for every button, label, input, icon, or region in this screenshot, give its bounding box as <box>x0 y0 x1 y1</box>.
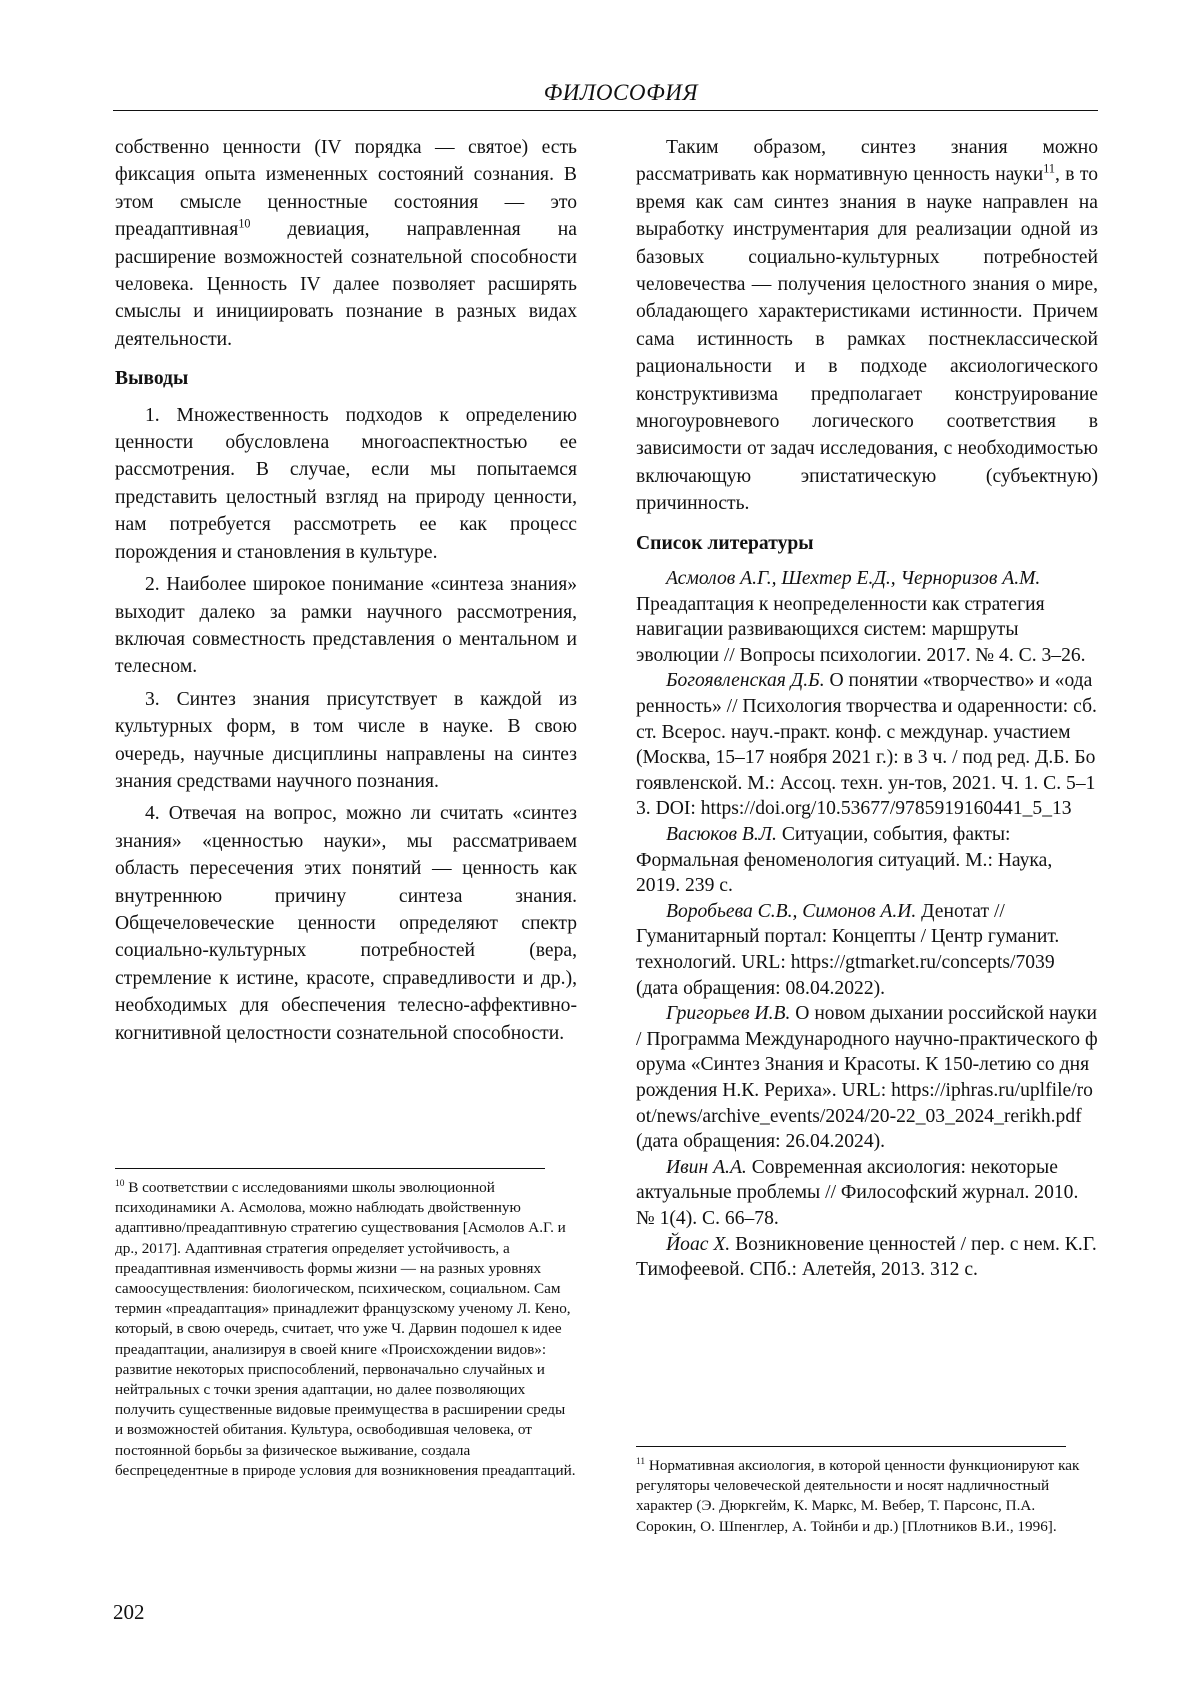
footnote-ref-11[interactable]: 11 <box>1043 161 1055 176</box>
page-number: 202 <box>113 1600 145 1624</box>
reference-item <box>636 899 1098 1001</box>
left-column <box>115 134 577 1052</box>
conclusion-item: 2. Наиболее широкое понимание «синтеза знания» выходит далеко за рамки научного рассмотрения, включая совместность представления о ментальном и телесном. <box>115 574 577 678</box>
reference-item <box>636 822 1098 899</box>
footnote-11-text <box>636 1456 1098 1537</box>
conclusion-item: 3. Синтез знания присутствует в каждой из культурных форм, в том числе в науке. В свою очередь, научные дисциплины направлены на синтез знания средствами научного познания. <box>115 688 577 792</box>
reference-text: Современная аксиология: некоторые актуальные проблемы // Философский журнал. 2010. № 1(4). С. 66–78. <box>636 1156 1079 1229</box>
left-intro-paragraph <box>115 134 577 353</box>
reference-authors: Асмолов А.Г., Шехтер Е.Д., Черноризов А.М. <box>666 568 1041 590</box>
reference-authors: Воробьева С.В., Симонов А.И. <box>666 900 917 922</box>
reference-authors: Йоас Х. <box>666 1233 731 1255</box>
reference-text: Ситуации, события, факты: Формальная феноменология ситуаций. М.: Наука, 2019. 239 с. <box>636 824 1053 897</box>
right-column <box>636 134 1098 1283</box>
reference-item <box>636 566 1098 668</box>
footnote-10-text <box>115 1178 577 1481</box>
reference-item <box>636 1155 1098 1232</box>
left-intro-text-cont: девиация, направленная на расширение возможностей сознательной способности человека. Ценность IV далее позволяет расширять смыслы и инициировать познание в разных видах деятельности. <box>115 219 577 350</box>
reference-authors: Ивин А.А. <box>666 1156 747 1178</box>
right-intro-text: Таким образом, синтез знания можно рассматривать как нормативную ценность науки <box>636 137 1098 186</box>
running-head <box>113 80 1098 106</box>
footnote-10-number: 10 <box>115 1178 125 1189</box>
reference-text: Денотат // Гуманитарный портал: Концепты / Центр гуманит. технологий. URL: https://gtmarket.ru/concepts/7039 (дата обращения: 08.04.2022). <box>636 900 1060 999</box>
right-intro-text-cont: , в то время как сам синтез знания в науке направлен на выработку инструментария для реализации одной из базовых социально-культурных потребностей человечества — получения целостного знания о мире, обладающего характеристиками истинности. Причем сама истинность в рамках постнеклассической рациональности и в подходе аксиологического конструктивизма предполагает конструирование многоуровневого логического соответствия в зависимости от задач исследования, с необходимостью включающую эпистатическую (субъектную) причинность. <box>636 164 1098 515</box>
footnote-11 <box>636 1456 1098 1537</box>
references-heading: Список литературы <box>636 532 814 554</box>
reference-text: Преадаптация к неопределенности как стратегия навигации развивающихся систем: маршруты эволюции // Вопросы психологии. 2017. № 4. С. 3–26. <box>636 593 1086 666</box>
reference-item <box>636 668 1098 822</box>
footnote-rule-right <box>636 1446 1066 1447</box>
reference-text: Возникновение ценностей / пер. с нем. К.Г. Тимофеевой. СПб.: Алетейя, 2013. 312 с. <box>636 1233 1097 1281</box>
footnote-11-number: 11 <box>636 1456 646 1467</box>
header-rule <box>113 110 1098 111</box>
conclusion-item: 4. Отвечая на вопрос, можно ли считать «синтез знания» «ценностью науки», мы рассматриваем область пересечения этих понятий — ценность как внутреннюю причину синтеза знания. Общечеловеческие ценности определяют спектр социально-культурных потребностей (вера, стремление к истине, красоте, справедливости и др.), необходимых для обеспечения телесно-аффективно-когнитивной целостности сознательной способности. <box>115 803 577 1044</box>
reference-authors: Богоявленская Д.Б. <box>666 670 825 692</box>
section-title: ФИЛОСОФИЯ <box>543 80 698 105</box>
reference-authors: Васюков В.Л. <box>666 824 777 846</box>
reference-authors: Григорьев И.В. <box>666 1003 791 1025</box>
reference-item <box>636 1001 1098 1155</box>
footnote-10 <box>115 1178 577 1481</box>
footnote-10-body: В соответствии с исследованиями школы эволюционной психодинамики А. Асмолова, можно наблюдать двойственную адаптивно/преадаптивную стратегию существования [Асмолов А.Г. и др., 2017]. Адаптивная стратегия определяет устойчивость, а преадаптивная изменчивость формы жизни — на разных уровнях самоосуществления: биологическом, психическом, социальном. Сам термин «преадаптация» принадлежит французскому ученому Л. Кено, который, в свою очередь, считает, что уже Ч. Дарвин подошел к идее преадаптации, анализируя в своей книге «Происхождении видов»: развитие некоторых приспособлений, первоначально случайных и нейтральных с точки зрения адаптации, но далее позволяющих получить существенные видовые преимущества в расширении среды и возможностей обитания. Культура, освободившая человека, от постоянной борьбы за физическое выживание, создала беспрецедентные в природе условия для возникновения преадаптаций. <box>115 1179 576 1479</box>
footnote-11-body: Нормативная аксиология, в которой ценности функционируют как регуляторы человеческой деятельности и носят надличностный характер (Э. Дюркгейм, К. Маркс, М. Вебер, Т. Парсонс, П.А. Сорокин, О. Шпенглер, А. Тойнби и др.) [Плотников В.И., 1996]. <box>636 1457 1080 1535</box>
conclusion-item: 1. Множественность подходов к определению ценности обусловлена многоаспектностью ее рассмотрения. В случае, если мы попытаемся представить целостный взгляд на природу ценности, нам потребуется рассмотреть ее как процесс порождения и становления в культуре. <box>115 404 577 563</box>
footnote-ref-10[interactable]: 10 <box>238 216 251 231</box>
reference-text: О новом дыхании российской науки / Программа Международного научно-практического форума «Синтез Знания и Красоты. К 150-летию со дня рождения Н.К. Рериха». URL: https://iphras.ru/uplfile/root/news/archive_events/2024/20-22_03_2024_rerikh.pdf (дата обращения: 26.04.2024). <box>636 1003 1098 1153</box>
reference-text: О понятии «творчество» и «одаренность» // Психология творчества и одаренности: сб. ст. Всерос. науч.-практ. конф. с междунар. участием (Москва, 15–17 ноября 2021 г.): в 3 ч. / под ред. Д.Б. Богоявленской. М.: Ассоц. техн. ун-тов, 2021. Ч. 1. С. 5–13. DOI: https://doi.org/10.53677/9785919160441_5_13 <box>636 670 1097 820</box>
footnote-rule-left <box>115 1168 545 1169</box>
right-intro-paragraph <box>636 134 1098 518</box>
left-intro-text: собственно ценности (IV порядка — святое) есть фиксация опыта измененных состояний сознания. В этом смысле ценностные состояния — это преадаптивная <box>115 137 577 241</box>
conclusions-heading: Выводы <box>115 368 189 390</box>
reference-item <box>636 1232 1098 1283</box>
